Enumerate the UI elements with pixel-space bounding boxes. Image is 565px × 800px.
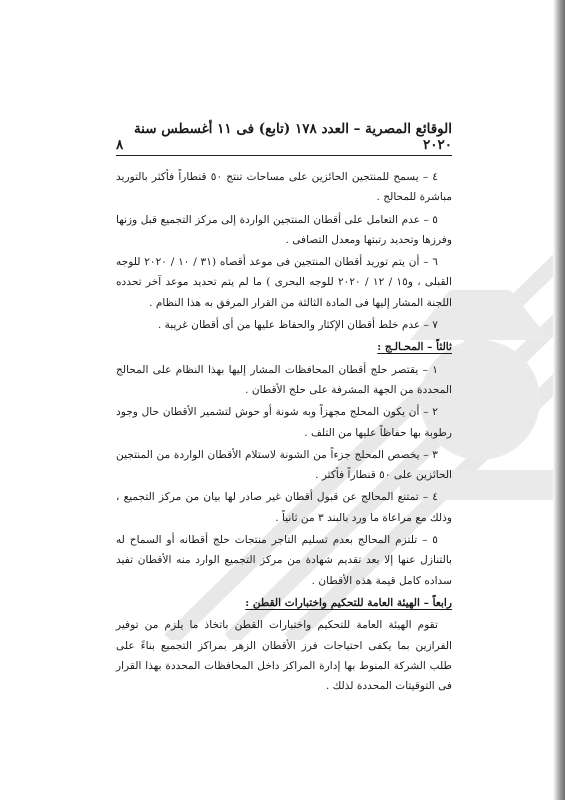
paragraph: ٥ – عدم التعامل على أقطان المنتجين الواردة إلى مركز التجميع قبل وزنها وفرزها وتحديد رتبتها ومعدل التصافى . [116, 213, 452, 246]
paragraph: ١ – يقتصر حلج أقطان المحافظات المشار إليها بهذا النظام على المحالج المحددة من الجهة المشرفة على حلج الأقطان . [116, 363, 452, 396]
header-title: الوقائع المصرية – العدد ١٧٨ (تابع) فى ١١ أغسطس سنة ٢٠٢٠ [133, 121, 452, 153]
page-header [116, 121, 452, 153]
paragraph: تقوم الهيئة العامة للتحكيم واختبارات القطن باتخاذ ما يلزم من توفير الفرازين بما يكفى احتياجات فرز الأقطان الزهر بمراكز التجميع بناءً على طلب الشركة المنوط بها إدارة المراكز داخل المحافظات المحددة بهذا القرار فى التوقيتات المحددة لذلك . [116, 619, 452, 693]
paragraph: ٦ – أن يتم توريد أقطان المنتجين فى موعد أقصاه (٣١ / ١٠ / ٢٠٢٠ للوجه القبلى ، و١٥ / ١٢ / ٢٠٢٠ للوجه البحرى ) ما لم يتم تحديد موعد آخر تحدده اللجنة المشار إليها فى المادة الثالثة من القرار المرفق به هذا النظام . [116, 256, 452, 309]
document-body [116, 167, 452, 698]
paragraph: ٥ – تلتزم المحالج بعدم تسليم التاجر منتجات حلج أقطانه أو السماح له بالتنازل عنها إلا بعد تقديم شهادة من مركز التجميع الوارد منه الأقطان تفيد سداده كامل قيمة هذه الأقطان . [116, 534, 452, 587]
paragraph: ٢ – أن يكون المحلج مجهزاً وبه شونة أو حوش لتشمير الأقطان حال وجود رطوبة بها حفاظاً عليها من التلف . [116, 406, 452, 439]
paragraph: ٧ – عدم خلط أقطان الإكثار والحفاظ عليها من أى أقطان غريبة . [157, 319, 438, 332]
section-heading-gins: ثالثاً – المحـالـج : [377, 341, 452, 354]
paragraph: ٣ – يخصص المحلج جزءاً من الشونة لاستلام الأقطان الواردة من المنتجين الحائزين على ٥٠ قنطاراً فأكثر . [116, 448, 452, 482]
paragraph: ٤ – يسمح للمنتجين الحائزين على مساحات تنتج ٥٠ قنطاراً فأكثر بالتوريد مباشرة للمحالج . [116, 171, 452, 204]
paragraph: ٤ – تمتنع المحالج عن قبول أقطان غير صادر لها بيان من مركز التجميع ، وذلك مع مراعاة ما ورد بالبند ٣ من ثانياً . [116, 491, 452, 524]
page-number: ٨ [116, 137, 124, 153]
section-heading-arbitration: رابعاً – الهيئة العامة للتحكيم واختبارات القطن : [245, 596, 452, 609]
page-edge-shadow [553, 0, 565, 800]
header-divider [116, 155, 452, 156]
